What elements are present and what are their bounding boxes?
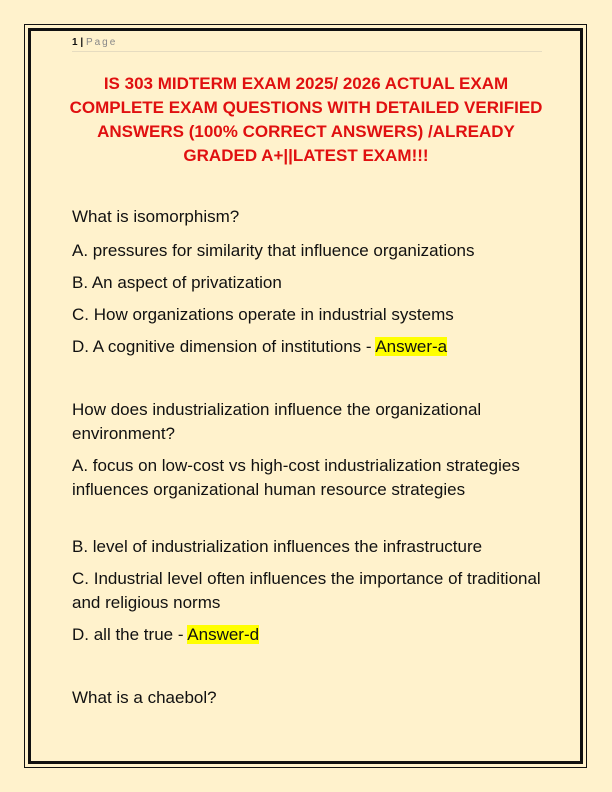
question-1: What is isomorphism? [72, 207, 240, 226]
option-1b: B. An aspect of privatization [72, 273, 282, 292]
option-text: D. all the true - [72, 625, 188, 644]
separator: | [80, 37, 84, 48]
document-title: IS 303 MIDTERM EXAM 2025/ 2026 ACTUAL EXAM COMPLETE EXAM QUESTIONS WITH DETAILED VERIFIED ANSWERS (100% CORRECT ANSWERS) /ALREADY GRADED A+||LATEST EXAM!!! [69, 74, 543, 165]
option-2b: B. level of industrialization influences the infrastructure [72, 537, 483, 556]
option-1c: C. How organizations operate in industrial systems [72, 305, 454, 324]
page-label: Page [85, 37, 118, 48]
page-header [72, 37, 542, 52]
page-number: 1 [72, 37, 78, 48]
option-2a: A. focus on low-cost vs high-cost industrialization strategies influences organizational human resource strategies [72, 456, 520, 499]
question-3: What is a chaebol? [72, 688, 217, 707]
option-1a: A. pressures for similarity that influence organizations [72, 241, 475, 260]
option-2c: C. Industrial level often influences the importance of traditional and religious norms [72, 569, 541, 612]
option-text: D. A cognitive dimension of institutions - [72, 337, 376, 356]
answer-highlight: Answer-a [375, 337, 448, 356]
option-2d [72, 623, 542, 647]
option-1d [72, 335, 542, 359]
answer-highlight: Answer-d [187, 625, 260, 644]
question-2: How does industrialization influence the organizational environment? [72, 400, 482, 443]
